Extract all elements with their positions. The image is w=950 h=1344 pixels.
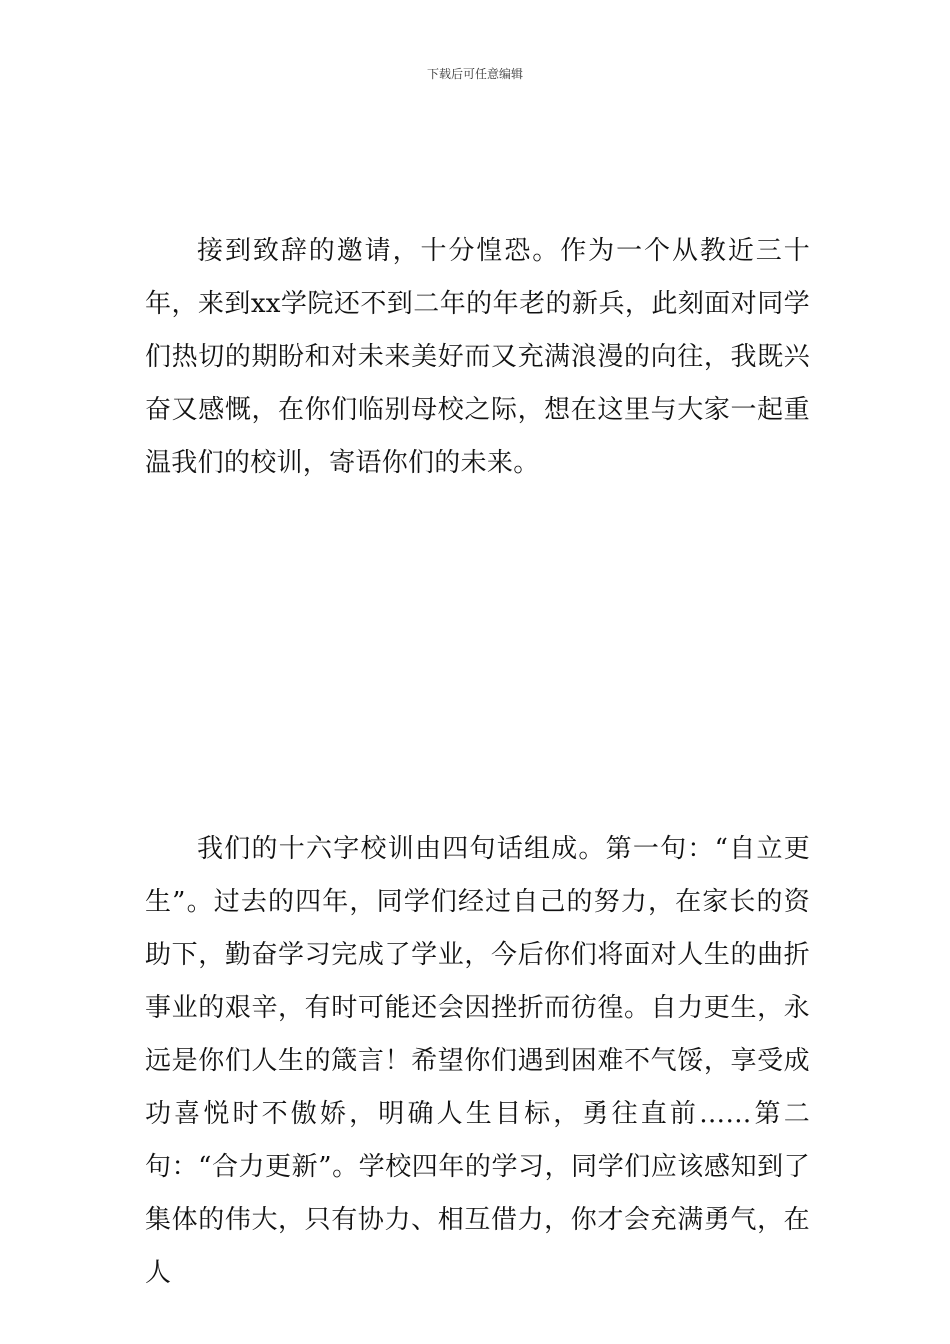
page-header-note: 下载后可任意编辑: [426, 67, 523, 81]
paragraph-school-motto: 我们的十六字校训由四句话组成。第一句：“自立更生”。过去的四年，同学们经过自己的努力，在家长的资助下，勤奋学习完成了学业，今后你们将面对人生的曲折事业的艰辛，有时可能还会因挫折而彷徨。自力更生，永远是你们人生的箴言！希望你们遇到困难不气馁，享受成功喜悦时不傲娇，明确人生目标，勇往直前……第二句：“合力更新”。学校四年的学习，同学们应该感知到了集体的伟大，只有协力、相互借力，你才会充满勇气，在人: [145, 834, 810, 1288]
paragraph-invitation: 接到致辞的邀请，十分惶恐。作为一个从教近三十年，来到xx学院还不到二年的年老的新兵，此刻面对同学们热切的期盼和对未来美好而又充满浪漫的向往，我既兴奋又感慨，在你们临别母校之际，想在这里与大家一起重温我们的校训，寄语你们的未来。: [145, 236, 810, 478]
